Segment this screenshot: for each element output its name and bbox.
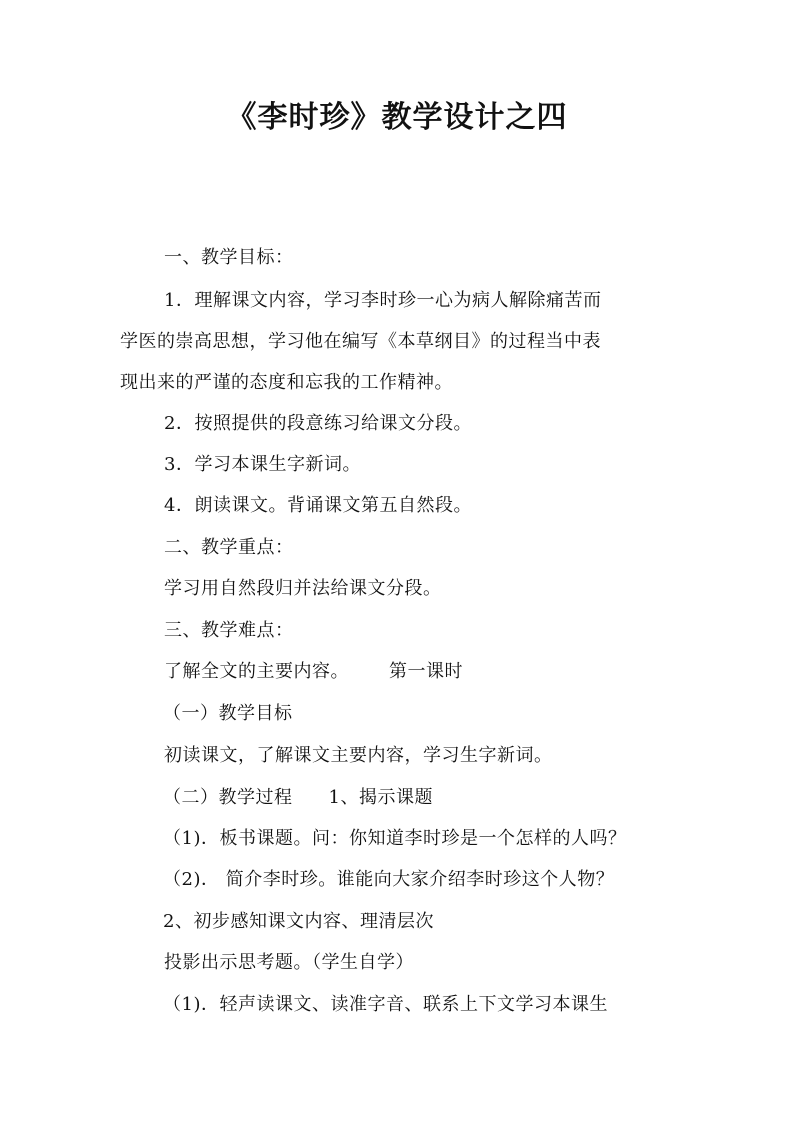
process-heading: （二）教学过程 bbox=[163, 787, 293, 808]
step-2-intro: 投影出示思考题。（学生自学） bbox=[164, 952, 414, 973]
objective-4: 4．朗读课文。背诵课文第五自然段。 bbox=[164, 495, 472, 516]
objective-1-line-3: 现出来的严谨的态度和忘我的工作精神。 bbox=[120, 372, 453, 393]
objectives-heading: 一、教学目标： bbox=[164, 247, 294, 268]
document-title: 《李时珍》教学设计之四 bbox=[226, 100, 568, 135]
difficulty-heading: 三、教学难点： bbox=[164, 620, 294, 641]
sub-objectives-text: 初读课文，了解课文主要内容，学习生字新词。 bbox=[164, 745, 553, 766]
keypoints-text: 学习用自然段归并法给课文分段。 bbox=[164, 578, 442, 599]
lesson-one-label: 第一课时 bbox=[389, 661, 463, 682]
difficulty-line bbox=[164, 660, 463, 684]
keypoints-heading: 二、教学重点： bbox=[164, 537, 294, 558]
step-2-heading: 2、初步感知课文内容、理清层次 bbox=[163, 911, 434, 932]
objective-2: 2．按照提供的段意练习给课文分段。 bbox=[164, 413, 472, 434]
objective-3: 3．学习本课生字新词。 bbox=[164, 454, 361, 475]
step-1-item-b: （2)． 简介李时珍。谁能向大家介绍李时珍这个人物？ bbox=[163, 869, 615, 890]
step-2-item-a: （1)．轻声读课文、读准字音、联系上下文学习本课生 bbox=[163, 994, 608, 1015]
sub-objectives-heading: （一）教学目标 bbox=[163, 703, 293, 724]
step-1-item-a: （1)．板书课题。问：你知道李时珍是一个怎样的人吗？ bbox=[163, 828, 627, 849]
objective-1-line-1: 1．理解课文内容，学习李时珍一心为病人解除痛苦而 bbox=[164, 290, 602, 311]
difficulty-text: 了解全文的主要内容。 bbox=[164, 661, 349, 682]
objective-1-line-2: 学医的崇高思想，学习他在编写《本草纲目》的过程当中表 bbox=[120, 331, 601, 352]
step-1-heading: 1、揭示课题 bbox=[328, 787, 433, 808]
process-line bbox=[163, 786, 433, 810]
